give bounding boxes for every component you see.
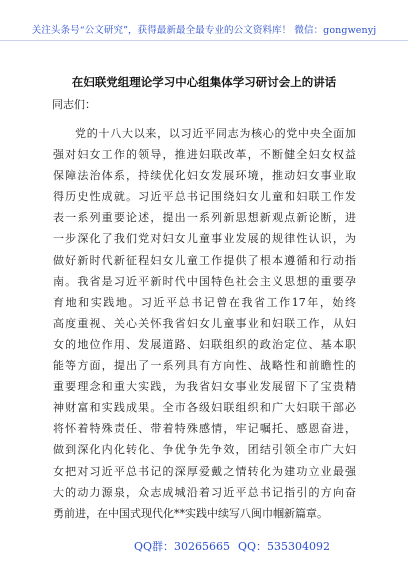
body-line: 党的十八大以来，以习近平同志为核心的党中央全面加 (75, 127, 356, 140)
body-line: 做到深化内化转化、争优争先争效，团结引领全市广大妇 (53, 443, 356, 457)
body-line: 勇前进，在中国式现代化**实践中续写八闽巾帼新篇章。 (53, 506, 328, 520)
header-banner: 关注头条号“公文研究”，获得最新最全最专业的公文资料库！ 微信：gongwenyj (31, 25, 377, 36)
body-line: 做好新时代新征程妇女儿童工作提供了根本遵循和行动指 (53, 253, 356, 267)
body-line: 女的地位作用、发展道路、妇联组织的政治定位、基本职 (53, 337, 356, 351)
header-divider (0, 40, 408, 41)
document-title: 在妇联党组理论学习中心组集体学习研讨会上的讲话 (71, 75, 337, 89)
body-line: 强对妇女工作的领导，推进妇联改革，不断健全妇女权益 (53, 148, 356, 162)
body-line: 重要理念和重大实践，为我省妇女事业发展留下了宝贵精 (53, 380, 356, 394)
body-line: 将怀着特殊责任、带着特殊感情，牢记嘱托、感恩奋进， (53, 422, 356, 436)
footer-qq-group: QQ群：30265665 (134, 540, 231, 553)
footer-qq-number: QQ：535304092 (238, 540, 331, 553)
body-line: 高度重视、关心关怀我省妇女儿童事业和妇联工作，从妇 (53, 316, 356, 330)
body-line: 能等方面，提出了一系列具有方向性、战略性和前瞻性的 (53, 359, 356, 373)
body-line: 表一系列重要论述，提出一系列新思想新观点新论断，进 (53, 211, 356, 225)
body-line: 一步深化了我们党对妇女儿童事业发展的规律性认识，为 (53, 232, 356, 246)
body-line: 保障法治体系，持续优化妇女发展环境，推动妇女事业取 (53, 169, 356, 183)
body-line: 南。我省是习近平新时代中国特色社会主义思想的重要孕 (53, 274, 356, 288)
body-line: 得历史性成就。习近平总书记围绕妇女儿童和妇联工作发 (53, 190, 356, 204)
body-text (53, 123, 356, 524)
body-line: 大的动力源泉，众志成城沿着习近平总书记指引的方向奋 (53, 485, 356, 499)
body-line: 育地和实践地。习近平总书记曾在我省工作17年，始终 (53, 295, 356, 309)
salutation: 同志们： (52, 98, 96, 111)
body-line: 女把对习近平总书记的深厚爱戴之情转化为建功立业最强 (53, 464, 356, 478)
body-line: 神财富和实践成果。全市各级妇联组织和广大妇联干部必 (53, 401, 356, 415)
